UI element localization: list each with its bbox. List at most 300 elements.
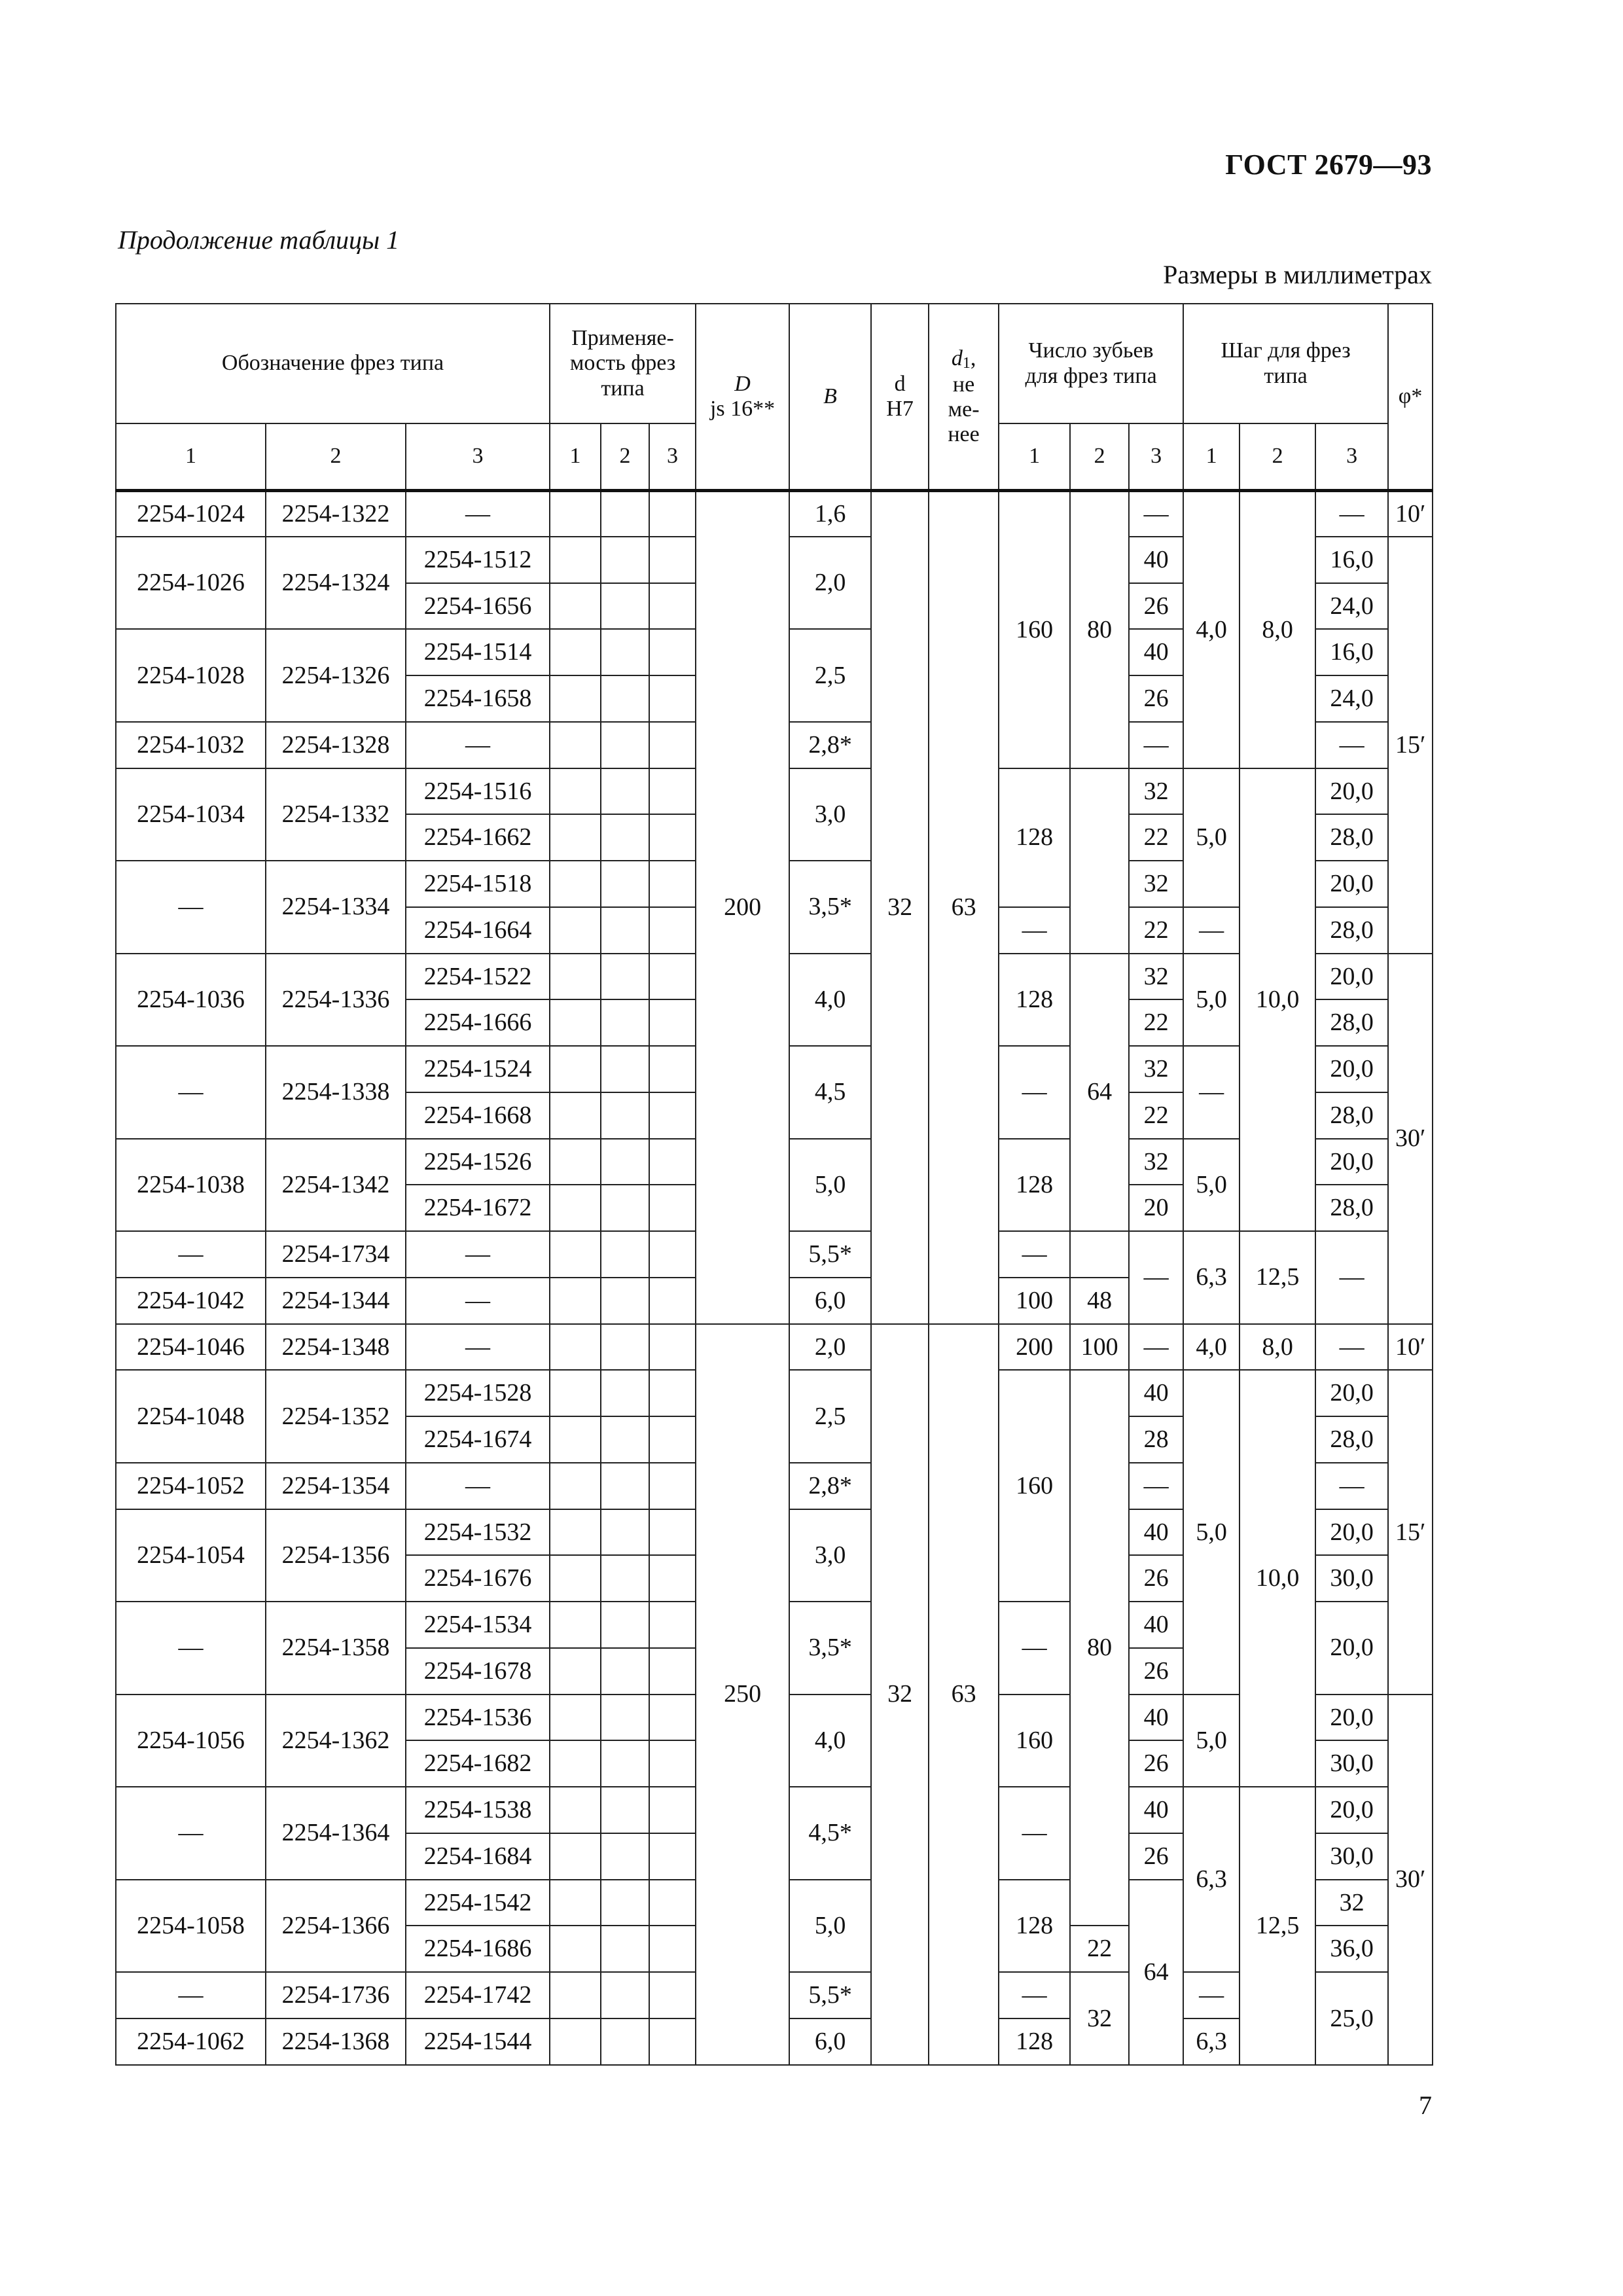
teeth-type3: 40: [1129, 1509, 1183, 1556]
applicability-1: [550, 814, 601, 861]
applicability-1: [550, 1648, 601, 1695]
designation-type3: 2254-1666: [406, 999, 550, 1046]
width-B: 3,5*: [789, 861, 871, 954]
designation-type2: 2254-1348: [266, 1324, 406, 1371]
designation-type3: 2254-1536: [406, 1695, 550, 1741]
applicability-2: [601, 1602, 649, 1648]
teeth-type3: 26: [1129, 1740, 1183, 1787]
width-B: 2,5: [789, 629, 871, 722]
applicability-2: [601, 583, 649, 630]
designation-type3: 2254-1532: [406, 1509, 550, 1556]
applicability-3: [649, 999, 696, 1046]
teeth-type3: 32: [1129, 1139, 1183, 1185]
designation-type3: 2254-1538: [406, 1787, 550, 1833]
designation-type2: 2254-1352: [266, 1370, 406, 1463]
angle-phi: 10′: [1388, 1324, 1433, 1371]
applicability-1: [550, 1555, 601, 1602]
pitch-type3: 20,0: [1315, 768, 1388, 815]
applicability-2: [601, 907, 649, 954]
pitch-type3: 28,0: [1315, 1092, 1388, 1139]
applicability-3: [649, 1092, 696, 1139]
angle-phi: 15′: [1388, 1370, 1433, 1694]
applicability-2: [601, 1278, 649, 1324]
teeth-type2: 80: [1070, 1370, 1129, 1926]
pitch-type3: 30,0: [1315, 1555, 1388, 1602]
applicability-3: [649, 1972, 696, 2018]
teeth-type1: 128: [999, 954, 1070, 1047]
pitch-type1: —: [1183, 1972, 1240, 2018]
applicability-2: [601, 537, 649, 583]
width-B: 2,0: [789, 537, 871, 630]
teeth-type1: 128: [999, 1139, 1070, 1232]
applicability-2: [601, 675, 649, 722]
teeth-type2: 80: [1070, 490, 1129, 768]
applicability-3: [649, 1278, 696, 1324]
pitch-type3: 16,0: [1315, 629, 1388, 675]
applicability-3: [649, 1139, 696, 1185]
applicability-2: [601, 1139, 649, 1185]
pitch-type1: 5,0: [1183, 1370, 1240, 1694]
applicability-2: [601, 1787, 649, 1833]
applicability-2: [601, 1648, 649, 1695]
designation-type1: 2254-1042: [116, 1278, 266, 1324]
applicability-3: [649, 629, 696, 675]
width-B: 2,5: [789, 1370, 871, 1463]
teeth-type2: [1070, 768, 1129, 954]
pitch-type1: —: [1183, 1046, 1240, 1139]
pitch-type1: 5,0: [1183, 1139, 1240, 1232]
subheader-num: 1: [1183, 423, 1240, 490]
applicability-3: [649, 861, 696, 907]
applicability-3: [649, 1880, 696, 1926]
designation-type2: 2254-1326: [266, 629, 406, 722]
applicability-3: [649, 583, 696, 630]
designation-type3: —: [406, 490, 550, 537]
applicability-3: [649, 1231, 696, 1278]
pitch-type3: 20,0: [1315, 1695, 1388, 1741]
width-B: 3,0: [789, 768, 871, 861]
teeth-type3: —: [1129, 1463, 1183, 1509]
applicability-1: [550, 1324, 601, 1371]
designation-type1: 2254-1054: [116, 1509, 266, 1602]
diameter-d1: 63: [929, 1324, 999, 2066]
subheader-num: 3: [1129, 423, 1183, 490]
header-teeth: Число зубьев для фрез типа: [999, 304, 1183, 423]
pitch-type3: 20,0: [1315, 861, 1388, 907]
width-B: 2,8*: [789, 1463, 871, 1509]
teeth-type3: —: [1129, 490, 1183, 537]
designation-type3: 2254-1522: [406, 954, 550, 1000]
header-applicability: Применяе- мость фрез типа: [550, 304, 696, 423]
pitch-type3: 25,0: [1315, 1972, 1388, 2065]
applicability-1: [550, 537, 601, 583]
subheader-num: 2: [1240, 423, 1315, 490]
applicability-1: [550, 1046, 601, 1092]
pitch-type3: 28,0: [1315, 1416, 1388, 1463]
designation-type2: 2254-1344: [266, 1278, 406, 1324]
pitch-type1: 6,3: [1183, 1231, 1240, 1324]
designation-type3: 2254-1678: [406, 1648, 550, 1695]
pitch-type3: 28,0: [1315, 814, 1388, 861]
pitch-type1: —: [1183, 907, 1240, 954]
teeth-type3: 32: [1129, 861, 1183, 907]
applicability-3: [649, 1926, 696, 1972]
applicability-1: [550, 583, 601, 630]
teeth-type3: 20: [1129, 1185, 1183, 1231]
teeth-type1: —: [999, 1602, 1070, 1695]
applicability-1: [550, 999, 601, 1046]
applicability-1: [550, 1509, 601, 1556]
applicability-2: [601, 1555, 649, 1602]
pitch-type3: 24,0: [1315, 675, 1388, 722]
teeth-type3: 32: [1315, 1880, 1388, 1926]
applicability-3: [649, 537, 696, 583]
applicability-1: [550, 675, 601, 722]
designation-type3: 2254-1526: [406, 1139, 550, 1185]
designation-type3: 2254-1544: [406, 2018, 550, 2065]
applicability-3: [649, 1046, 696, 1092]
applicability-3: [649, 1370, 696, 1416]
designation-type3: 2254-1528: [406, 1370, 550, 1416]
designation-type1: 2254-1052: [116, 1463, 266, 1509]
applicability-1: [550, 1416, 601, 1463]
designation-type2: 2254-1336: [266, 954, 406, 1047]
applicability-1: [550, 1092, 601, 1139]
pitch-type2: 12,5: [1240, 1231, 1315, 1324]
designation-type1: 2254-1036: [116, 954, 266, 1047]
header-pitch: Шаг для фрез типа: [1183, 304, 1388, 423]
teeth-type1: 160: [999, 1695, 1070, 1787]
pitch-type3: 20,0: [1315, 1139, 1388, 1185]
applicability-3: [649, 1555, 696, 1602]
applicability-1: [550, 1463, 601, 1509]
subheader-num: 3: [649, 423, 696, 490]
applicability-3: [649, 768, 696, 815]
designation-type2: 2254-1358: [266, 1602, 406, 1695]
teeth-type1: 160: [999, 1370, 1070, 1602]
applicability-1: [550, 1740, 601, 1787]
diameter-D: 200: [696, 490, 789, 1324]
teeth-type3: 26: [1129, 1833, 1183, 1880]
designation-type3: 2254-1742: [406, 1972, 550, 2018]
angle-phi: 15′: [1388, 537, 1433, 954]
applicability-2: [601, 629, 649, 675]
designation-type3: 2254-1674: [406, 1416, 550, 1463]
teeth-type3: 28: [1129, 1416, 1183, 1463]
applicability-2: [601, 814, 649, 861]
applicability-3: [649, 1416, 696, 1463]
page-number: 7: [1419, 2090, 1432, 2120]
bore-d: 32: [871, 490, 929, 1324]
pitch-type3: 20,0: [1315, 1046, 1388, 1092]
applicability-1: [550, 1926, 601, 1972]
applicability-3: [649, 1787, 696, 1833]
teeth-type1: —: [999, 907, 1070, 954]
designation-type2: 2254-1328: [266, 722, 406, 768]
subheader-num: 2: [601, 423, 649, 490]
pitch-type3: 36,0: [1315, 1926, 1388, 1972]
applicability-2: [601, 1740, 649, 1787]
designation-type1: 2254-1024: [116, 490, 266, 537]
pitch-type1: 5,0: [1183, 768, 1240, 907]
teeth-type3: 26: [1129, 1555, 1183, 1602]
teeth-type1: —: [999, 1972, 1070, 2018]
teeth-type3: 22: [1129, 1092, 1183, 1139]
applicability-1: [550, 1370, 601, 1416]
bore-d: 32: [871, 1324, 929, 2066]
teeth-type1: 128: [999, 1880, 1070, 1973]
angle-phi: 30′: [1388, 954, 1433, 1324]
applicability-2: [601, 1695, 649, 1741]
designation-type3: 2254-1668: [406, 1092, 550, 1139]
designation-type1: 2254-1028: [116, 629, 266, 722]
applicability-3: [649, 1695, 696, 1741]
pitch-type3: 20,0: [1315, 1602, 1388, 1695]
teeth-type3: —: [1129, 722, 1183, 768]
teeth-type1: —: [999, 1046, 1070, 1139]
teeth-type1: 160: [999, 490, 1070, 768]
designation-type3: 2254-1672: [406, 1185, 550, 1231]
header-B: B: [789, 304, 871, 490]
applicability-3: [649, 1324, 696, 1371]
teeth-type1: —: [999, 1231, 1070, 1278]
teeth-type3: —: [1129, 1324, 1183, 1371]
applicability-2: [601, 1324, 649, 1371]
width-B: 5,5*: [789, 1972, 871, 2018]
teeth-type2: 100: [1070, 1324, 1129, 1371]
applicability-3: [649, 722, 696, 768]
header-designation: Обозначение фрез типа: [116, 304, 550, 423]
table-continuation-caption: Продолжение таблицы 1: [118, 225, 400, 255]
applicability-2: [601, 861, 649, 907]
designation-type2: 2254-1734: [266, 1231, 406, 1278]
designation-type2: 2254-1324: [266, 537, 406, 630]
designation-type1: 2254-1038: [116, 1139, 266, 1232]
pitch-type1: 4,0: [1183, 1324, 1240, 1371]
angle-phi: 10′: [1388, 490, 1433, 537]
designation-type3: —: [406, 1324, 550, 1371]
pitch-type1: 5,0: [1183, 1695, 1240, 1787]
teeth-type1: 200: [999, 1324, 1070, 1371]
designation-type1: —: [116, 1787, 266, 1880]
designation-type2: 2254-1332: [266, 768, 406, 861]
pitch-type3: 20,0: [1315, 1509, 1388, 1556]
teeth-type2: [1070, 1231, 1129, 1278]
teeth-type1: 128: [999, 2018, 1070, 2065]
pitch-type3: —: [1315, 1324, 1388, 1371]
pitch-type1: 6,3: [1183, 1787, 1240, 1972]
width-B: 6,0: [789, 2018, 871, 2065]
header-phi: φ*: [1388, 304, 1433, 490]
designation-type3: 2254-1512: [406, 537, 550, 583]
designation-type3: —: [406, 722, 550, 768]
designation-type1: 2254-1048: [116, 1370, 266, 1463]
designation-type3: 2254-1664: [406, 907, 550, 954]
teeth-type2: 64: [1129, 1880, 1183, 2066]
designation-type2: 2254-1334: [266, 861, 406, 954]
teeth-type3: 22: [1129, 814, 1183, 861]
teeth-type3: 40: [1129, 1787, 1183, 1833]
width-B: 6,0: [789, 1278, 871, 1324]
subheader-num: 1: [116, 423, 266, 490]
applicability-1: [550, 1695, 601, 1741]
teeth-type3: 22: [1129, 907, 1183, 954]
designation-type3: 2254-1518: [406, 861, 550, 907]
applicability-2: [601, 768, 649, 815]
designation-type3: 2254-1684: [406, 1833, 550, 1880]
applicability-1: [550, 907, 601, 954]
header-d1: d1, не ме- нее: [929, 304, 999, 490]
designation-type2: 2254-1322: [266, 490, 406, 537]
designation-type3: —: [406, 1463, 550, 1509]
applicability-1: [550, 1278, 601, 1324]
subheader-num: 2: [1070, 423, 1129, 490]
width-B: 4,0: [789, 1695, 871, 1787]
applicability-1: [550, 490, 601, 537]
applicability-2: [601, 1833, 649, 1880]
teeth-type2: 64: [1070, 954, 1129, 1232]
standard-number: ГОСТ 2679—93: [1225, 149, 1432, 181]
width-B: 4,0: [789, 954, 871, 1047]
teeth-type1: 100: [999, 1278, 1070, 1324]
teeth-type3: 32: [1129, 954, 1183, 1000]
applicability-1: [550, 629, 601, 675]
subheader-num: 3: [406, 423, 550, 490]
designation-type2: 2254-1364: [266, 1787, 406, 1880]
subheader-num: 3: [1315, 423, 1388, 490]
width-B: 5,5*: [789, 1231, 871, 1278]
applicability-2: [601, 1046, 649, 1092]
designation-type1: 2254-1026: [116, 537, 266, 630]
applicability-1: [550, 1139, 601, 1185]
applicability-2: [601, 722, 649, 768]
width-B: 5,0: [789, 1139, 871, 1232]
pitch-type3: 24,0: [1315, 583, 1388, 630]
applicability-1: [550, 861, 601, 907]
pitch-type2: 10,0: [1240, 1370, 1315, 1787]
designation-type1: 2254-1032: [116, 722, 266, 768]
applicability-2: [601, 999, 649, 1046]
teeth-type3: 32: [1129, 1046, 1183, 1092]
diameter-D: 250: [696, 1324, 789, 2066]
pitch-type1: 6,3: [1183, 2018, 1240, 2065]
width-B: 4,5: [789, 1046, 871, 1139]
designation-type3: 2254-1686: [406, 1926, 550, 1972]
applicability-1: [550, 2018, 601, 2065]
applicability-3: [649, 1463, 696, 1509]
designation-type1: —: [116, 1231, 266, 1278]
subheader-num: 2: [266, 423, 406, 490]
subheader-num: 1: [999, 423, 1070, 490]
width-B: 2,0: [789, 1324, 871, 1371]
pitch-type2: 10,0: [1240, 768, 1315, 1232]
applicability-2: [601, 1185, 649, 1231]
designation-type1: 2254-1034: [116, 768, 266, 861]
applicability-3: [649, 675, 696, 722]
pitch-type3: —: [1315, 1231, 1388, 1324]
teeth-type1: 128: [999, 768, 1070, 907]
table-body: [116, 490, 1433, 2065]
designation-type3: 2254-1656: [406, 583, 550, 630]
teeth-type3: 22: [1070, 1926, 1129, 1972]
applicability-3: [649, 1185, 696, 1231]
teeth-type3: 40: [1129, 1602, 1183, 1648]
applicability-2: [601, 1370, 649, 1416]
applicability-3: [649, 1602, 696, 1648]
designation-type3: —: [406, 1231, 550, 1278]
header-D: D js 16**: [696, 304, 789, 490]
designation-type3: 2254-1662: [406, 814, 550, 861]
designation-type3: 2254-1676: [406, 1555, 550, 1602]
applicability-1: [550, 768, 601, 815]
applicability-1: [550, 954, 601, 1000]
applicability-2: [601, 1972, 649, 2018]
designation-type1: 2254-1058: [116, 1880, 266, 1973]
applicability-2: [601, 1092, 649, 1139]
pitch-type1: 5,0: [1183, 954, 1240, 1047]
pitch-type3: —: [1315, 722, 1388, 768]
designation-type2: 2254-1354: [266, 1463, 406, 1509]
applicability-2: [601, 1509, 649, 1556]
width-B: 5,0: [789, 1880, 871, 1973]
applicability-3: [649, 1833, 696, 1880]
teeth-type1: —: [999, 1787, 1070, 1880]
designation-type1: —: [116, 861, 266, 954]
angle-phi: 30′: [1388, 1695, 1433, 2066]
teeth-type3: 22: [1129, 999, 1183, 1046]
designation-type1: —: [116, 1602, 266, 1695]
applicability-2: [601, 954, 649, 1000]
designation-type3: 2254-1682: [406, 1740, 550, 1787]
teeth-type3: 26: [1129, 583, 1183, 630]
width-B: 3,5*: [789, 1602, 871, 1695]
designation-type2: 2254-1362: [266, 1695, 406, 1787]
pitch-type3: —: [1315, 1463, 1388, 1509]
cutter-dimensions-table: [115, 303, 1433, 2066]
pitch-type3: 30,0: [1315, 1833, 1388, 1880]
teeth-type2: 48: [1070, 1278, 1129, 1324]
designation-type1: —: [116, 1972, 266, 2018]
pitch-type3: 30,0: [1315, 1740, 1388, 1787]
applicability-2: [601, 1880, 649, 1926]
pitch-type2: 12,5: [1240, 1787, 1315, 2065]
applicability-3: [649, 1509, 696, 1556]
designation-type2: 2254-1342: [266, 1139, 406, 1232]
designation-type2: 2254-1356: [266, 1509, 406, 1602]
designation-type3: 2254-1516: [406, 768, 550, 815]
diameter-d1: 63: [929, 490, 999, 1324]
applicability-2: [601, 490, 649, 537]
teeth-type3: 26: [1129, 675, 1183, 722]
teeth-type3: 40: [1129, 1695, 1183, 1741]
applicability-2: [601, 2018, 649, 2065]
applicability-1: [550, 1602, 601, 1648]
teeth-type3: 26: [1129, 1648, 1183, 1695]
designation-type1: 2254-1046: [116, 1324, 266, 1371]
applicability-1: [550, 722, 601, 768]
applicability-3: [649, 1740, 696, 1787]
applicability-1: [550, 1787, 601, 1833]
pitch-type3: 28,0: [1315, 999, 1388, 1046]
designation-type3: 2254-1524: [406, 1046, 550, 1092]
designation-type2: 2254-1338: [266, 1046, 406, 1139]
designation-type3: —: [406, 1278, 550, 1324]
teeth-type3: —: [1129, 1231, 1183, 1324]
pitch-type3: —: [1315, 490, 1388, 537]
designation-type3: 2254-1534: [406, 1602, 550, 1648]
pitch-type2: 8,0: [1240, 1324, 1315, 1371]
applicability-2: [601, 1463, 649, 1509]
